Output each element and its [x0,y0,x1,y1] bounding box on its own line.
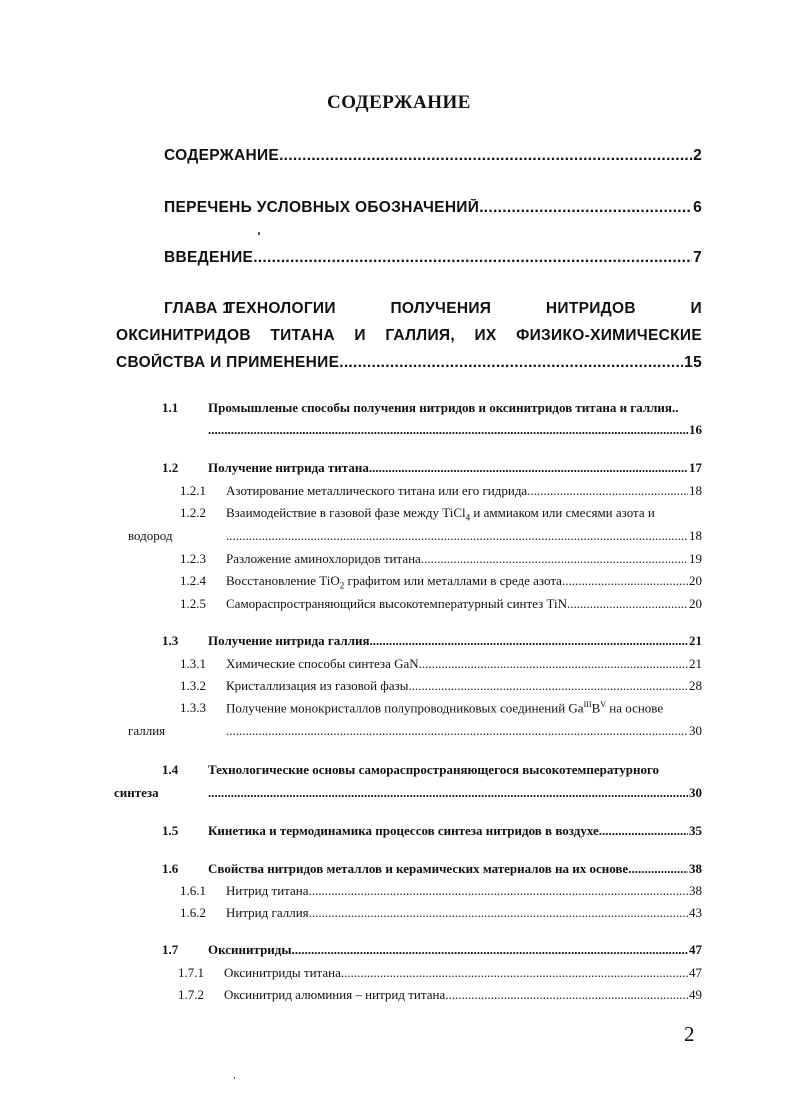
toc-page-number: 6 [693,199,702,216]
subsection-1-2-2-continuation: водород [128,528,173,543]
dot-leader [279,147,692,165]
subsection-1-2-3-entry[interactable] [226,551,702,567]
chapter-word: ИХ [474,327,497,344]
toc-page-number: 18 [689,528,702,543]
section-number: 1.7 [162,942,179,957]
dot-leader [628,861,688,877]
toc-entry-label: Нитрид галлия [226,905,309,920]
toc-entry-label: Самораспространяющийся высокотемпературный синтез TiN [226,596,567,611]
toc-entry-label: Свойства нитридов металлов и керамических материалов на их основе [208,861,629,876]
dot-leader [479,199,692,217]
chapter-word: И [354,327,366,344]
dot-leader [292,942,688,958]
chapter-word: ТИТАНА [270,327,335,344]
toc-page-number: 20 [689,573,702,588]
toc-page-number: 21 [689,633,702,648]
dot-leader [208,422,688,438]
section-1-3-entry[interactable] [208,633,702,649]
dot-leader [339,354,683,372]
toc-page-number: 20 [689,596,702,611]
toc-entry-label: Получение нитрида галлия [208,633,370,648]
dot-leader [599,823,688,839]
toc-page-number: 47 [689,965,702,980]
chapter-1-heading-line-3[interactable] [116,354,702,372]
section-1-1-leader[interactable] [208,422,702,438]
dot-leader [567,596,688,612]
subsection-1-2-1-entry[interactable] [226,483,702,499]
toc-page-number: 16 [689,422,702,437]
subsection-1-3-3-leader[interactable] [226,723,702,739]
dot-leader [527,483,688,499]
dot-leader [421,551,688,567]
dot-leader [208,785,688,801]
toc-page-number: 38 [689,861,702,876]
dot-leader [226,528,688,544]
subsection-number: 1.2.2 [180,505,206,520]
toc-page-number: 30 [689,785,702,800]
section-1-5-entry[interactable] [208,823,702,839]
toc-page-number: 17 [689,460,702,475]
toc-page-number: 38 [689,883,702,898]
page-number: 2 [684,1022,695,1046]
section-number: 1.1 [162,400,179,415]
chapter-word: ГАЛЛИЯ, [385,327,455,344]
dot-leader [445,987,688,1003]
toc-entry-label: Оксинитриды [208,942,292,957]
toc-entry-introduction[interactable] [164,249,702,267]
dot-leader [309,905,688,921]
toc-entry-label: Химические способы синтеза GaN [226,656,419,671]
section-1-1-label[interactable]: Промышленые способы получения нитридов и оксинитридов титана и галлия.. [208,400,679,415]
subsection-number: 1.7.2 [178,987,204,1002]
page-title: СОДЕРЖАНИЕ [327,92,471,113]
toc-entry-label: Оксинитрид алюминия – нитрид титана [224,987,446,1002]
section-1-2-entry[interactable] [208,460,702,476]
subsection-1-2-4-entry[interactable] [226,573,702,591]
toc-page-number: 43 [689,905,702,920]
subsection-number: 1.2.4 [180,573,206,588]
scan-speck [258,232,260,235]
subsection-1-3-1-entry[interactable] [226,656,702,672]
toc-entry-label: Азотирование металлического титана или его гидрида [226,483,528,498]
subsection-1-3-3-continuation: галлия [128,723,166,738]
toc-entry-label: ПЕРЕЧЕНЬ УСЛОВНЫХ ОБОЗНАЧЕНИЙ [164,199,480,216]
toc-page-number: 19 [689,551,702,566]
toc-page-number: 49 [689,987,702,1002]
dot-leader [562,573,688,589]
chapter-word: ТЕХНОЛОГИИ [225,300,336,317]
toc-page-number: 15 [684,354,702,371]
chapter-word: ПОЛУЧЕНИЯ [390,300,492,317]
toc-entry-label: ВВЕДЕНИЕ [164,249,254,266]
chapter-word: ГЛАВА 1 [164,300,232,317]
scan-speck [234,1077,235,1079]
toc-entry-label: Кинетика и термодинамика процессов синтеза нитридов в воздухе [208,823,599,838]
subsection-1-2-2-leader[interactable] [226,528,702,544]
section-number: 1.2 [162,460,179,475]
toc-page-number: 35 [689,823,702,838]
subsection-1-7-2-entry[interactable] [224,987,702,1003]
toc-entry-contents[interactable] [164,147,702,165]
section-1-6-entry[interactable] [208,861,702,877]
chapter-word: ФИЗИКО-ХИМИЧЕСКИЕ [516,327,702,344]
toc-entry-label: СВОЙСТВА И ПРИМЕНЕНИЕ [116,354,340,371]
section-number: 1.4 [162,762,179,777]
subsection-1-3-2-entry[interactable] [226,678,702,694]
toc-page-number: 30 [689,723,702,738]
section-1-4-leader[interactable] [208,785,702,801]
subsection-number: 1.3.3 [180,700,206,715]
subsection-number: 1.3.2 [180,678,206,693]
toc-entry-label: СОДЕРЖАНИЕ [164,147,280,164]
section-1-4-continuation: синтеза [114,785,159,800]
dot-leader [341,965,688,981]
toc-page-number: 2 [693,147,702,164]
subsection-1-6-1-entry[interactable] [226,883,702,899]
chapter-1-heading-line-2[interactable] [116,327,702,345]
dot-leader [419,656,688,672]
dot-leader [308,883,688,899]
section-1-4-label[interactable]: Технологические основы самораспространяющегося высокотемпературного [208,762,660,777]
section-1-7-entry[interactable] [208,942,702,958]
toc-entry-label: Разложение аминохлоридов титана [226,551,421,566]
subsection-number: 1.3.1 [180,656,206,671]
toc-page-number: 21 [689,656,702,671]
toc-entry-label: Кристаллизация из газовой фазы [226,678,409,693]
toc-entry-label: Оксинитриды титана [224,965,341,980]
toc-entry-abbreviations[interactable] [164,199,702,217]
subsection-1-7-1-entry[interactable] [224,965,702,981]
subsection-number: 1.2.3 [180,551,206,566]
subsection-1-3-3-label[interactable]: Получение монокристаллов полупроводниковых соединений $Ga^{III}B^V$ на основе [226,700,664,716]
subsection-1-2-5-entry[interactable] [226,596,702,612]
toc-page-number: 28 [689,678,702,693]
dot-leader [369,460,688,476]
subsection-number: 1.2.1 [180,483,206,498]
toc-page-number: 7 [693,249,702,266]
chapter-1-heading-line-1[interactable] [164,300,702,318]
dot-leader [253,249,692,267]
toc-page-number: 47 [689,942,702,957]
section-number: 1.5 [162,823,179,838]
chapter-word: ОКСИНИТРИДОВ [116,327,251,344]
section-number: 1.3 [162,633,179,648]
toc-entry-label: Нитрид титана [226,883,309,898]
chapter-word: И [690,300,702,317]
dot-leader [370,633,688,649]
section-number: 1.6 [162,861,179,876]
subsection-1-6-2-entry[interactable] [226,905,702,921]
chapter-word: НИТРИДОВ [545,300,636,317]
subsection-number: 1.6.2 [180,905,206,920]
dot-leader [408,678,688,694]
subsection-1-2-2-label[interactable]: Взаимодействие в газовой фазе между TiCl$_4$ и аммиаком или смесями азота и [226,505,655,523]
toc-page-number: 18 [689,483,702,498]
subsection-number: 1.6.1 [180,883,206,898]
toc-entry-label: Восстановление TiO$_2$ графитом или металлами в среде азота [226,573,562,591]
subsection-number: 1.2.5 [180,596,206,611]
subsection-number: 1.7.1 [178,965,204,980]
toc-entry-label: Получение нитрида титана [208,460,369,475]
dot-leader [226,723,688,739]
